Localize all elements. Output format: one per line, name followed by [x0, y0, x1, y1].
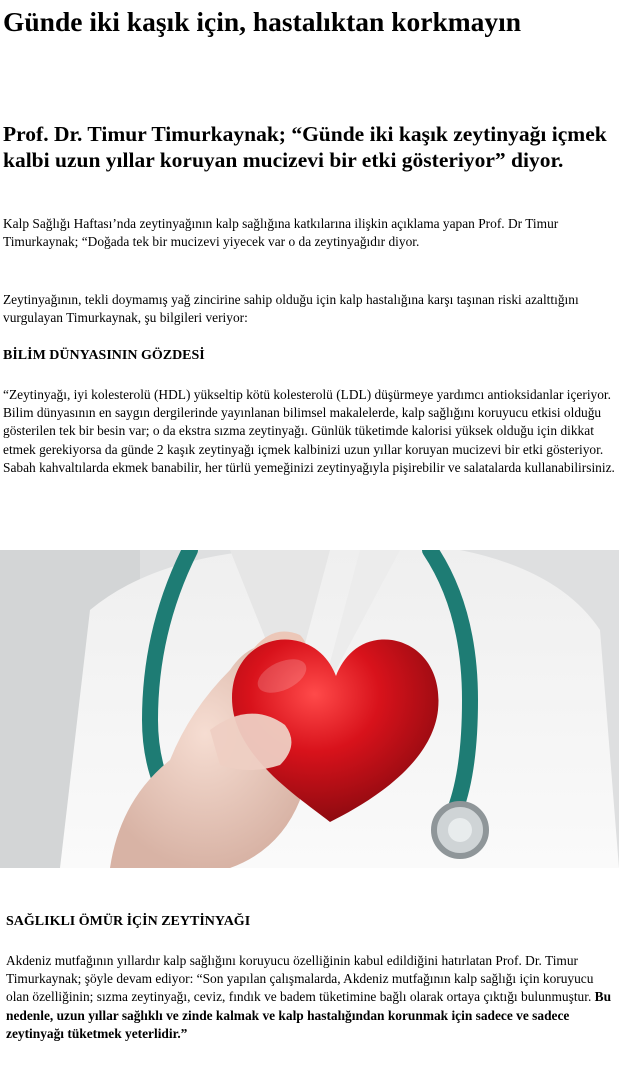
article-subtitle: Prof. Dr. Timur Timurkaynak; “Günde iki kaşık zeytinyağı içmek kalbi uzun yıllar koruyan mucizevi bir etki gösteriyor” diyor.: [3, 122, 607, 172]
paragraph-science: “Zeytinyağı, iyi kolesterolü (HDL) yükseltip kötü kolesterolü (LDL) düşürmeye yardımcı antioksidanlar içeriyor. Bilim dünyasının en saygın dergilerinde yayınlanan bilimsel makalelerde, kalp sağlığını koruyucu etkisi olduğu gösterilen tek bir besin var; o da ekstra sızma zeytinyağı. Günlük tüketimde kalorisi yüksek olduğu için dikkat etmek gerekiyorsa da günde 2 kaşık zeytinyağı içmek kalbinizi uzun yıllar koruyan mucizevi bir etki gösteriyor. Sabah kahvaltılarda ekmek banabilir, her türlü yemeğinizi zeytinyağıyla pişirebilir ve salatalarda kullanabilirsiniz.: [3, 387, 615, 475]
section-heading-healthy-life: SAĞLIKLI ÖMÜR İÇİN ZEYTİNYAĞI: [6, 914, 251, 929]
doctor-heart-illustration: [0, 550, 619, 868]
paragraph-intro: Kalp Sağlığı Haftası’nda zeytinyağının kalp sağlığına katkılarına ilişkin açıklama yapan Prof. Dr Timur Timurkaynak; “Doğada tek bir mucizevi yiyecek var o da zeytinyağıdır diyor.: [3, 216, 559, 250]
paragraph-risk: Zeytinyağının, tekli doymamış yağ zincirine sahip olduğu için kalp hastalığına karşı taşınan riski azalttığını vurgulayan Timurkaynak, şu bilgileri veriyor:: [3, 292, 579, 326]
paragraph-mediterranean-emphasis: Bu nedenle, uzun yıllar sağlıklı ve zinde kalmak ve kalp hastalığından korunmak için sadece ve sadece zeytinyağı tüketmek yeterlidir.”: [6, 989, 612, 1041]
section-heading-science: BİLİM DÜNYASININ GÖZDESİ: [3, 348, 205, 363]
paragraph-mediterranean-text: Akdeniz mutfağının yıllardır kalp sağlığını koruyucu özelliğinin kabul edildiğini hatırlatan Prof. Dr. Timur Timurkaynak; şöyle devam ediyor: “Son yapılan çalışmalarda, Akdeniz mutfağının kalp sağlığı için koruyucu olan özelliğinin; sızma zeytinyağı, ceviz, fındık ve badem tüketimine bağlı olarak ortaya çıktığı bulunmuştur.: [6, 953, 595, 1005]
article-title: Günde iki kaşık için, hastalıktan korkmayın: [3, 6, 522, 37]
paragraph-mediterranean: [6, 952, 612, 1043]
doctor-heart-image: [0, 550, 619, 868]
